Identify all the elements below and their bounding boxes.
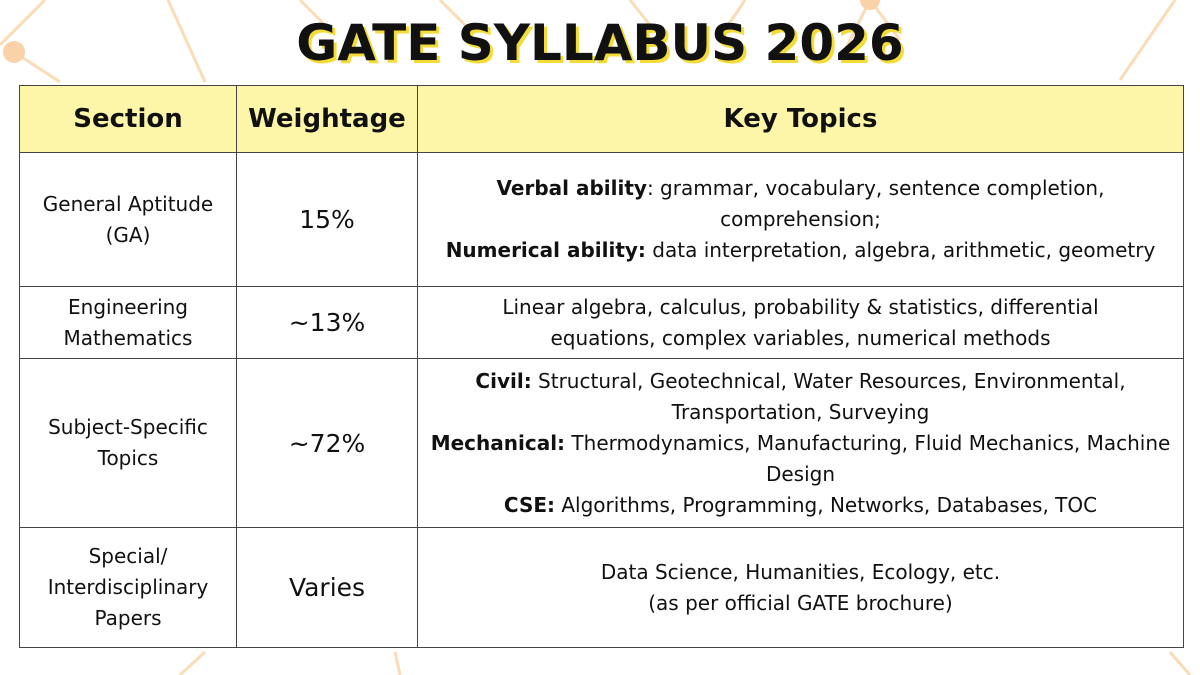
table-row — [20, 528, 1184, 648]
topic-text: Algorithms, Programming, Networks, Databases, TOC — [555, 492, 1098, 517]
section-line: Mathematics — [63, 325, 193, 350]
topic-text: data interpretation, algebra, arithmetic, geometry — [645, 238, 1156, 262]
header-section: Section — [20, 86, 237, 153]
section-cell — [20, 287, 237, 359]
table-row — [20, 153, 1184, 287]
topic-text: equations, complex variables, numerical methods — [550, 325, 1051, 350]
section-cell — [20, 359, 237, 528]
topic-label: Mechanical: — [430, 430, 566, 455]
topic-label: Civil: — [475, 368, 532, 393]
topic-text: Structural, Geotechnical, Water Resources, Environmental, Transportation, Surveying — [531, 368, 1126, 424]
topics-cell — [418, 153, 1184, 287]
weightage-cell: 15% — [237, 153, 418, 287]
section-line: Topics — [97, 446, 159, 470]
topic-text: (as per official GATE brochure) — [648, 590, 953, 615]
topic-text: Linear algebra, calculus, probability & statistics, differential — [502, 294, 1099, 319]
topic-text: : grammar, vocabulary, sentence completion, comprehension; — [646, 176, 1105, 231]
table-row — [20, 359, 1184, 528]
table-header-row — [20, 86, 1184, 153]
page-title: GATE SYLLABUS 2026 — [296, 14, 904, 72]
header-weightage: Weightage — [237, 86, 418, 153]
topics-cell — [418, 528, 1184, 648]
weightage-cell: ~13% — [237, 287, 418, 359]
topic-text: Thermodynamics, Manufacturing, Fluid Mechanics, Machine Design — [565, 430, 1171, 486]
topic-text: Data Science, Humanities, Ecology, etc. — [600, 559, 1001, 584]
topics-cell — [418, 287, 1184, 359]
section-cell — [20, 528, 237, 648]
table-row — [20, 287, 1184, 359]
section-line: (GA) — [105, 222, 151, 247]
section-line: General Aptitude — [42, 191, 214, 216]
topic-label: Verbal ability — [496, 176, 647, 200]
section-line: Interdisciplinary — [47, 575, 209, 599]
topic-label: CSE: — [503, 492, 556, 517]
topic-label: Numerical ability: — [445, 238, 646, 262]
section-line: Papers — [94, 606, 162, 630]
section-line: Engineering — [68, 294, 188, 319]
section-line: Special/ — [88, 544, 168, 568]
header-key-topics: Key Topics — [418, 86, 1184, 153]
section-line: Subject-Specific — [48, 415, 208, 439]
section-cell — [20, 153, 237, 287]
weightage-cell: Varies — [237, 528, 418, 648]
syllabus-table — [19, 85, 1184, 648]
topics-cell — [418, 359, 1184, 528]
weightage-cell: ~72% — [237, 359, 418, 528]
